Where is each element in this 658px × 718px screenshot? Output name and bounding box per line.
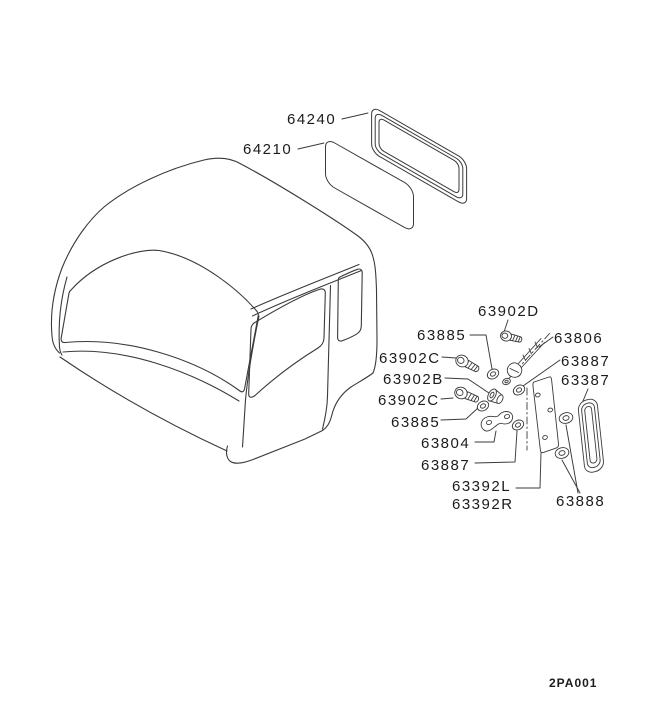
part-label-63902d: 63902D [478, 303, 540, 320]
part-label-63887-right: 63887 [561, 353, 611, 370]
leader-63392 [516, 453, 541, 488]
cab-silhouette [51, 158, 377, 373]
windshield-shape [61, 250, 258, 392]
part-label-63887-left: 63887 [421, 457, 471, 474]
leader-63902c-top [442, 357, 456, 358]
truck-cab-drawing [51, 158, 377, 463]
leader-64240 [342, 113, 368, 119]
part-label-64240: 64240 [287, 111, 337, 128]
leader-63902d [504, 320, 508, 332]
cab-left-post-foot [52, 336, 60, 353]
cab-left-post-inner [59, 277, 67, 355]
washer-63888-top-shape [558, 411, 574, 425]
leader-63888-b [562, 460, 580, 493]
part-label-63806: 63806 [554, 330, 604, 347]
part-label-63902c-bottom: 63902C [378, 392, 440, 409]
leader-63887-left [475, 431, 517, 463]
part-label-63902c-top: 63902C [379, 350, 441, 367]
bracket-63804-shape [481, 412, 512, 432]
leader-63888-a [566, 425, 578, 493]
hardware-cluster [453, 330, 604, 474]
part-label-63885-top: 63885 [417, 327, 467, 344]
seal-63387-shape [578, 397, 605, 474]
part-label-63888: 63888 [556, 493, 606, 510]
bolt-63902c-top-shape [454, 353, 481, 375]
leader-63902c-bottom [441, 398, 453, 399]
cab-front-bottom-edge [60, 357, 227, 451]
leader-63804 [475, 431, 496, 442]
quarter-window-shape [338, 269, 363, 341]
cab-drip-rail-outer [251, 265, 359, 310]
part-label-63392r: 63392R [452, 496, 514, 513]
part-label-64210: 64210 [243, 141, 293, 158]
cab-drip-rail-inner [253, 271, 362, 317]
plate-63392-shape [533, 377, 559, 453]
part-label-63392l: 63392L [452, 478, 512, 495]
leader-63387 [583, 389, 588, 401]
part-label-63387: 63387 [561, 372, 611, 389]
washer-63887-bottom-shape [511, 418, 526, 432]
rear-window-glass-shape [326, 138, 414, 233]
part-label-63902b: 63902B [383, 371, 444, 388]
bolt-63902c-bottom-shape [453, 385, 480, 405]
part-label-63885-bottom: 63885 [391, 414, 441, 431]
part-label-63804: 63804 [421, 435, 471, 452]
leader-63885-bottom [441, 407, 479, 420]
cab-door-rear-seam [323, 286, 331, 430]
leader-64210 [298, 143, 324, 149]
drawing-code: 2PA001 [549, 676, 598, 690]
washer-63885-top-shape [486, 367, 501, 381]
bolt-63902d-shape [499, 330, 523, 345]
